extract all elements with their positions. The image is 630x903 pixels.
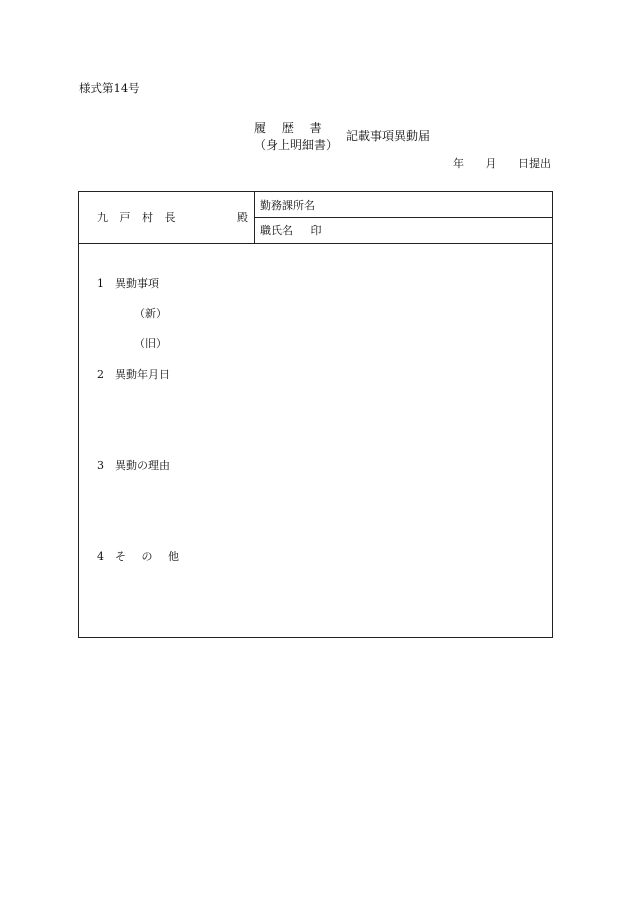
addressee-cell xyxy=(79,192,255,243)
item-change-date xyxy=(97,369,170,380)
item-other xyxy=(97,551,179,562)
item-label: 異動年月日 xyxy=(115,368,170,381)
item-change-matter xyxy=(97,278,159,289)
name-seal-field[interactable] xyxy=(255,218,552,243)
department-label: 勤務課所名 xyxy=(260,199,315,212)
item-change-new: （新） xyxy=(134,307,167,320)
title-resume: 履 歴 書 xyxy=(254,121,322,135)
item-number: 2 xyxy=(97,368,104,381)
item-number: 1 xyxy=(97,277,104,290)
item-label: 異動事項 xyxy=(115,277,159,290)
form-header-row xyxy=(79,192,552,244)
item-change-old: （旧） xyxy=(134,337,167,350)
submission-date: 年 月 日提出 xyxy=(453,157,551,170)
department-field[interactable] xyxy=(255,192,552,218)
item-number: 4 xyxy=(97,550,104,563)
form-table xyxy=(78,191,553,638)
item-number: 3 xyxy=(97,459,104,472)
addressee-name: 九 戸 村 長 xyxy=(97,211,178,224)
name-seal-label: 職氏名 印 xyxy=(260,224,322,237)
item-label: 異動の理由 xyxy=(115,459,170,472)
page-title: 記載事項異動届 xyxy=(346,129,431,143)
item-change-reason xyxy=(97,460,170,471)
addressee-honorific: 殿 xyxy=(237,211,248,224)
form-number: 様式第14号 xyxy=(79,81,140,95)
item-label: そ の 他 xyxy=(115,550,179,563)
title-personal-details: （身上明細書） xyxy=(254,138,339,152)
